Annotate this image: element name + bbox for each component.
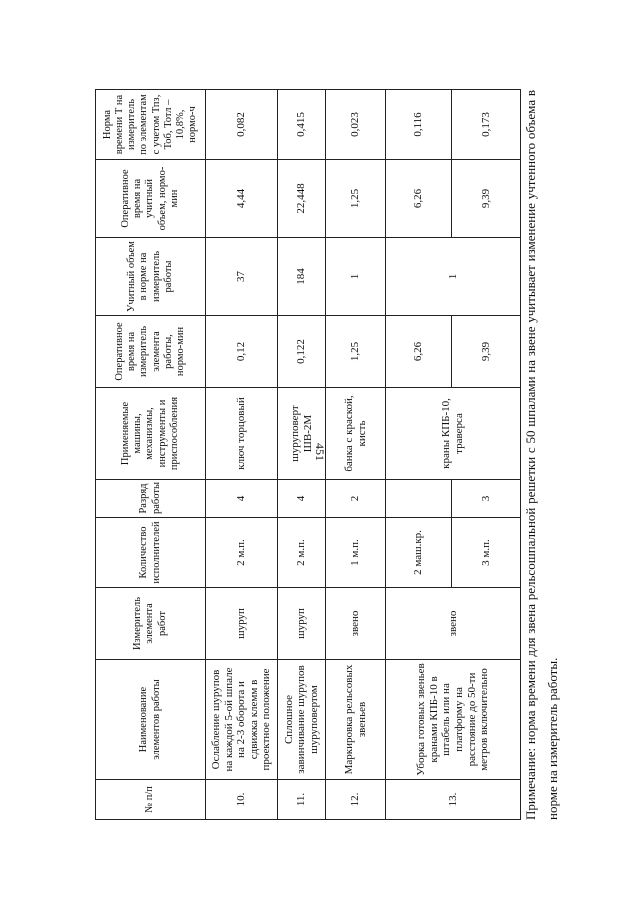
cell-op-time: 9,39 (452, 316, 521, 388)
cell-volume: 184 (278, 238, 326, 316)
cell-workers: 3 м.п. (452, 518, 521, 588)
cell-workers: 2 маш.кр. (386, 518, 452, 588)
cell-num: 12. (326, 780, 386, 820)
cell-norm: 0,173 (452, 90, 521, 160)
col-header-workers: Количество исполнителей (96, 518, 206, 588)
cell-workers: 1 м.п. (326, 518, 386, 588)
cell-op-time: 6,26 (386, 316, 452, 388)
col-header-machines: Применяемые машины, механизмы, инструменты и приспособления (96, 388, 206, 480)
cell-grade (386, 480, 452, 518)
col-header-norm: Норма времени Т на измеритель по элементам с учетом Тпз, Тоб, Тотл – 10,8%, нормо-ч (96, 90, 206, 160)
col-header-name: Наименование элементов работы (96, 660, 206, 780)
header-row (96, 90, 206, 820)
cell-name: Маркировка рельсовых звеньев (326, 660, 386, 780)
cell-meter: звено (326, 588, 386, 660)
cell-name: Уборка готовых звеньев кранами КПБ-10 в штабель или на платформу на расстояние до 50-ти метров включительно (386, 660, 521, 780)
col-header-volume: Учитный объем в норме на измеритель работы (96, 238, 206, 316)
cell-num: 10. (206, 780, 278, 820)
cell-norm: 0,415 (278, 90, 326, 160)
cell-op-time-volume: 1,25 (326, 160, 386, 238)
col-header-grade: Разряд работы (96, 480, 206, 518)
table-row (206, 90, 278, 820)
cell-name: Ослабление шурупов на каждой 5-ой шпале на 2-3 оборота и сдвижка клемм в проектное положение (206, 660, 278, 780)
table-row (326, 90, 386, 820)
cell-num: 13. (386, 780, 521, 820)
work-norms-table (95, 89, 521, 820)
cell-meter: звено (386, 588, 521, 660)
cell-volume: 1 (326, 238, 386, 316)
cell-op-time-volume: 9,39 (452, 160, 521, 238)
cell-machines: краны КПБ-10, траверса (386, 388, 521, 480)
page-number: 451 (313, 443, 327, 461)
col-header-op-time-volume: Оперативное время на учитный объем, нормо-мин (96, 160, 206, 238)
rotated-table-wrapper (95, 90, 520, 820)
cell-norm: 0,023 (326, 90, 386, 160)
cell-op-time: 0,122 (278, 316, 326, 388)
cell-meter: шуруп (206, 588, 278, 660)
cell-norm: 0,116 (386, 90, 452, 160)
cell-volume: 1 (386, 238, 521, 316)
cell-grade: 4 (206, 480, 278, 518)
cell-volume: 37 (206, 238, 278, 316)
cell-op-time-volume: 22,448 (278, 160, 326, 238)
cell-workers: 2 м.п. (206, 518, 278, 588)
col-header-meter: Измеритель элемента работ (96, 588, 206, 660)
cell-meter: шуруп (278, 588, 326, 660)
col-header-op-time: Оперативное время на измеритель элемента работы, нормо-мин (96, 316, 206, 388)
table-row (278, 90, 326, 820)
cell-op-time-volume: 6,26 (386, 160, 452, 238)
col-header-num: № п/п (96, 780, 206, 820)
cell-grade: 4 (278, 480, 326, 518)
cell-op-time-volume: 4,44 (206, 160, 278, 238)
table-row (386, 90, 452, 820)
cell-op-time: 0,12 (206, 316, 278, 388)
cell-machines: банка с краской, кисть (326, 388, 386, 480)
cell-name: Сплошное завинчивание шурупов шуруповертом (278, 660, 326, 780)
cell-grade: 3 (452, 480, 521, 518)
cell-op-time: 1,25 (326, 316, 386, 388)
cell-grade: 2 (326, 480, 386, 518)
cell-workers: 2 м.п. (278, 518, 326, 588)
cell-norm: 0,082 (206, 90, 278, 160)
note-paragraph: Примечание: норма времени для звена рельсошпальной решетки с 50 шпалами на звене учитывает изменение учтенного объема в норме на измеритель работы. (523, 90, 560, 820)
cell-machines: ключ торцовый (206, 388, 278, 480)
cell-machines: шуруповерт ШВ-2М (278, 388, 326, 480)
cell-num: 11. (278, 780, 326, 820)
note-paragraph-wrapper (520, 90, 580, 820)
